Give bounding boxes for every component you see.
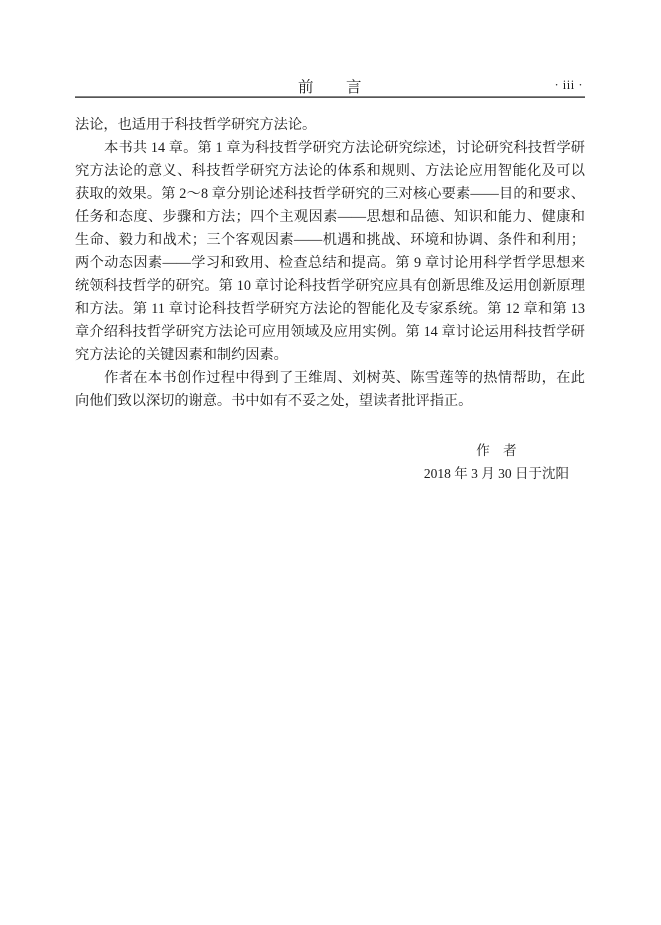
signature-author: 作 者 bbox=[476, 443, 517, 458]
signature-block bbox=[75, 439, 585, 485]
paragraph-continuation: 法论，也适用于科技哲学研究方法论。 bbox=[75, 117, 317, 133]
preface-body bbox=[75, 114, 585, 413]
signature-date: 2018 年 3 月 30 日于沈阳 bbox=[423, 466, 569, 481]
paragraph-chapter-overview: 本书共 14 章。第 1 章为科技哲学研究方法论研究综述，讨论研究科技哲学研究方法论的意义、科技哲学研究方法论的体系和规则、方法论应用智能化及可以获取的效果。第 2～8 章分别论述科技哲学研究的三对核心要素——目的和要求、任务和态度、步骤和方法；四个主观因素——思想和品德、知识和能力、健康和生命、毅力和战术；三个客观因素——机遇和挑战、环境和协调、条件和利用；两个动态因素——学习和致用、检查总结和提高。第 9 章讨论用科学哲学思想来统领科技哲学的研究。第 10 章讨论科技哲学研究应具有创新思维及运用创新原理和方法。第 11 章讨论科技哲学研究方法论的智能化及专家系统。第 12 章和第 13 章介绍科技哲学研究方法论可应用领域及应用实例。第 14 章讨论运用科技哲学研究方法论的关键因素和制约因素。 bbox=[75, 140, 585, 363]
signature-inner bbox=[424, 439, 569, 485]
page-header bbox=[75, 75, 585, 94]
page-number: · iii · bbox=[554, 78, 583, 92]
page-title: 前 言 bbox=[297, 79, 362, 96]
paragraph-acknowledgement: 作者在本书创作过程中得到了王维周、刘树英、陈雪莲等的热情帮助，在此向他们致以深切的谢意。书中如有不妥之处，望读者批评指正。 bbox=[75, 370, 585, 409]
page-content bbox=[75, 0, 585, 485]
